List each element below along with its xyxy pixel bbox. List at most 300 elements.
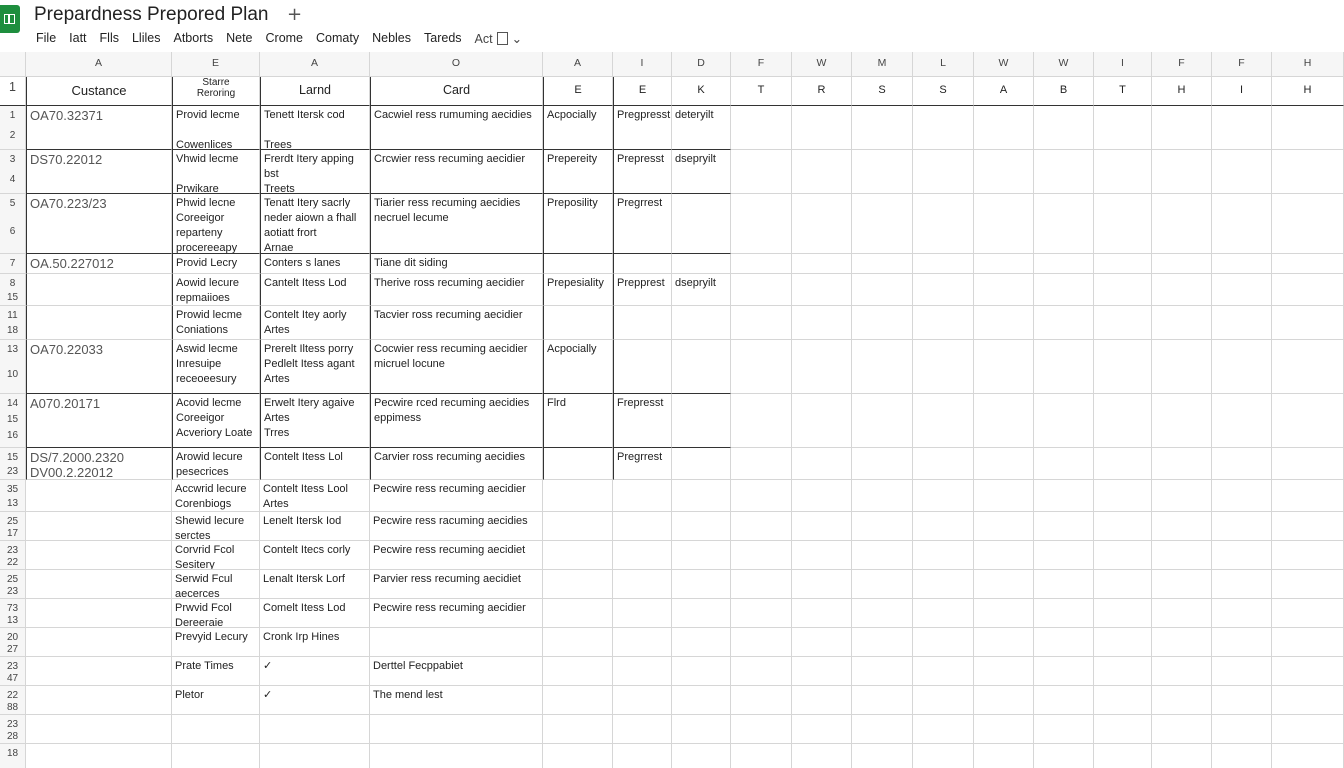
select-all-corner[interactable] bbox=[0, 52, 26, 77]
grid-cell[interactable] bbox=[731, 306, 792, 340]
grid-cell[interactable] bbox=[974, 306, 1034, 340]
grid-cell[interactable] bbox=[172, 744, 260, 768]
grid-cell[interactable]: Cacwiel ress rumuming aecidies bbox=[370, 106, 543, 150]
column-letter[interactable]: F bbox=[1152, 52, 1212, 77]
grid-cell[interactable] bbox=[543, 570, 613, 599]
row-number[interactable] bbox=[0, 599, 26, 628]
row-number[interactable]: 1 bbox=[0, 77, 26, 106]
grid-cell[interactable] bbox=[913, 394, 974, 448]
grid-cell[interactable] bbox=[1272, 150, 1344, 194]
grid-cell[interactable] bbox=[672, 254, 731, 274]
grid-cell[interactable] bbox=[1212, 715, 1272, 744]
menu-item-flls[interactable]: Flls bbox=[99, 31, 119, 45]
grid-cell[interactable] bbox=[913, 657, 974, 686]
grid-cell[interactable] bbox=[260, 744, 370, 768]
grid-cell[interactable] bbox=[1272, 274, 1344, 306]
menu-item-tareds[interactable]: Tareds bbox=[424, 31, 462, 45]
header-cell[interactable]: R bbox=[792, 77, 852, 106]
grid-cell[interactable]: Prepesiality bbox=[543, 274, 613, 306]
plus-icon[interactable]: + bbox=[287, 4, 303, 25]
grid-cell[interactable] bbox=[1034, 254, 1094, 274]
id-cell[interactable] bbox=[26, 715, 172, 744]
grid-cell[interactable] bbox=[1034, 394, 1094, 448]
grid-cell[interactable] bbox=[792, 686, 852, 715]
grid-cell[interactable] bbox=[1152, 480, 1212, 512]
row-number[interactable] bbox=[0, 686, 26, 715]
grid-cell[interactable]: dsepryilt bbox=[672, 274, 731, 306]
menu-item-lliles[interactable]: Lliles bbox=[131, 31, 161, 45]
grid-cell[interactable]: Prerelt Iltess porry Pedlelt Itess agant Artes bbox=[260, 340, 370, 394]
grid-cell[interactable] bbox=[1094, 657, 1152, 686]
menu-item-nete[interactable]: Nete bbox=[226, 31, 253, 45]
grid-cell[interactable] bbox=[1094, 254, 1152, 274]
grid-cell[interactable] bbox=[672, 306, 731, 340]
grid-cell[interactable] bbox=[1272, 306, 1344, 340]
grid-cell[interactable] bbox=[792, 744, 852, 768]
grid-cell[interactable] bbox=[974, 570, 1034, 599]
grid-cell[interactable]: Frerdt Itery apping bst Treets bbox=[260, 150, 370, 194]
grid-cell[interactable] bbox=[852, 194, 913, 254]
grid-cell[interactable] bbox=[1094, 512, 1152, 541]
grid-cell[interactable] bbox=[1034, 657, 1094, 686]
grid-cell[interactable]: dsepryilt bbox=[672, 150, 731, 194]
grid-cell[interactable] bbox=[792, 306, 852, 340]
grid-cell[interactable] bbox=[1212, 686, 1272, 715]
header-cell[interactable]: T bbox=[1094, 77, 1152, 106]
grid-cell[interactable] bbox=[792, 448, 852, 480]
grid-cell[interactable] bbox=[1272, 340, 1344, 394]
id-cell[interactable] bbox=[26, 744, 172, 768]
grid-cell[interactable] bbox=[731, 340, 792, 394]
row-number[interactable] bbox=[0, 512, 26, 541]
header-cell[interactable]: Custance bbox=[26, 77, 172, 106]
grid-cell[interactable]: Shewid lecure serctes bbox=[172, 512, 260, 541]
grid-cell[interactable]: Contelt Itecs corly bbox=[260, 541, 370, 570]
grid-cell[interactable] bbox=[543, 715, 613, 744]
grid-cell[interactable]: Vhwid lecme Prwikare bbox=[172, 150, 260, 194]
grid-cell[interactable] bbox=[1152, 657, 1212, 686]
grid-cell[interactable] bbox=[1034, 448, 1094, 480]
grid-cell[interactable] bbox=[974, 715, 1034, 744]
header-cell[interactable]: T bbox=[731, 77, 792, 106]
grid-cell[interactable]: Serwid Fcul aecerces bbox=[172, 570, 260, 599]
row-number[interactable] bbox=[0, 274, 26, 306]
grid-cell[interactable] bbox=[792, 106, 852, 150]
grid-cell[interactable]: Tiarier ress recuming aecidies necruel lecume bbox=[370, 194, 543, 254]
grid-cell[interactable] bbox=[974, 628, 1034, 657]
grid-cell[interactable] bbox=[852, 686, 913, 715]
grid-cell[interactable]: Prepprest bbox=[613, 274, 672, 306]
grid-cell[interactable] bbox=[913, 340, 974, 394]
grid-cell[interactable]: Acovid lecme Coreeigor Acveriory Loate bbox=[172, 394, 260, 448]
id-cell[interactable]: OA.50.227012 bbox=[26, 254, 172, 274]
grid-cell[interactable] bbox=[731, 686, 792, 715]
row-number[interactable] bbox=[0, 106, 26, 150]
grid-cell[interactable]: Aswid lecme Inresuipe receoeesury bbox=[172, 340, 260, 394]
grid-cell[interactable] bbox=[792, 570, 852, 599]
id-cell[interactable] bbox=[26, 480, 172, 512]
grid-cell[interactable] bbox=[1212, 106, 1272, 150]
grid-cell[interactable] bbox=[672, 686, 731, 715]
grid-cell[interactable] bbox=[1034, 106, 1094, 150]
grid-cell[interactable]: Tenatt Itery sacrly neder aiown a fhall aotiatt frort Arnae bbox=[260, 194, 370, 254]
grid-cell[interactable] bbox=[613, 541, 672, 570]
grid-cell[interactable] bbox=[731, 194, 792, 254]
grid-cell[interactable] bbox=[613, 340, 672, 394]
column-letter[interactable]: I bbox=[1094, 52, 1152, 77]
grid-cell[interactable]: Pregpresst bbox=[613, 106, 672, 150]
grid-cell[interactable] bbox=[913, 306, 974, 340]
grid-cell[interactable] bbox=[792, 541, 852, 570]
grid-cell[interactable] bbox=[974, 480, 1034, 512]
grid-cell[interactable] bbox=[1034, 306, 1094, 340]
grid-cell[interactable] bbox=[974, 150, 1034, 194]
grid-cell[interactable] bbox=[913, 106, 974, 150]
header-cell[interactable]: Card bbox=[370, 77, 543, 106]
grid-cell[interactable]: Prepresst bbox=[613, 150, 672, 194]
grid-cell[interactable] bbox=[543, 254, 613, 274]
id-cell[interactable]: DS/7.2000.2320 DV00.2.22012 bbox=[26, 448, 172, 480]
grid-cell[interactable]: Arowid lecure pesecrices bbox=[172, 448, 260, 480]
grid-cell[interactable] bbox=[1272, 657, 1344, 686]
grid-cell[interactable] bbox=[1272, 686, 1344, 715]
grid-cell[interactable] bbox=[613, 686, 672, 715]
grid-cell[interactable]: Corvrid Fcol Sesitery bbox=[172, 541, 260, 570]
id-cell[interactable]: OA70.223/23 bbox=[26, 194, 172, 254]
grid-cell[interactable]: Carvier ross recuming aecidies bbox=[370, 448, 543, 480]
id-cell[interactable]: OA70.32371 bbox=[26, 106, 172, 150]
grid-cell[interactable] bbox=[852, 657, 913, 686]
grid-cell[interactable]: The mend lest bbox=[370, 686, 543, 715]
grid-cell[interactable]: Frepresst bbox=[613, 394, 672, 448]
grid-cell[interactable] bbox=[1094, 394, 1152, 448]
column-letter[interactable]: A bbox=[26, 52, 172, 77]
grid-cell[interactable] bbox=[613, 254, 672, 274]
grid-cell[interactable]: Acpocially bbox=[543, 340, 613, 394]
grid-cell[interactable] bbox=[852, 541, 913, 570]
row-number[interactable] bbox=[0, 306, 26, 340]
menu-item-atborts[interactable]: Atborts bbox=[173, 31, 214, 45]
grid-cell[interactable] bbox=[974, 106, 1034, 150]
grid-cell[interactable] bbox=[913, 194, 974, 254]
grid-cell[interactable] bbox=[1094, 599, 1152, 628]
row-number[interactable] bbox=[0, 744, 26, 768]
grid-cell[interactable] bbox=[731, 448, 792, 480]
grid-cell[interactable] bbox=[852, 254, 913, 274]
grid-cell[interactable] bbox=[792, 340, 852, 394]
grid-cell[interactable] bbox=[1034, 480, 1094, 512]
grid-cell[interactable] bbox=[1034, 274, 1094, 306]
grid-cell[interactable]: Accwrid lecure Corenbiogs bbox=[172, 480, 260, 512]
grid-cell[interactable] bbox=[1272, 194, 1344, 254]
menu-item-file[interactable]: File bbox=[36, 31, 57, 45]
grid-cell[interactable] bbox=[543, 599, 613, 628]
sheets-logo-icon[interactable] bbox=[0, 5, 20, 33]
row-number[interactable] bbox=[0, 340, 26, 394]
grid-cell[interactable]: Lenelt Itersk Iod bbox=[260, 512, 370, 541]
grid-cell[interactable] bbox=[792, 599, 852, 628]
grid-cell[interactable] bbox=[543, 448, 613, 480]
grid-cell[interactable] bbox=[731, 274, 792, 306]
grid-cell[interactable] bbox=[1212, 570, 1272, 599]
grid-cell[interactable] bbox=[1034, 194, 1094, 254]
grid-cell[interactable]: Tiane dit siding bbox=[370, 254, 543, 274]
grid-cell[interactable] bbox=[613, 628, 672, 657]
grid-cell[interactable] bbox=[1094, 715, 1152, 744]
grid-cell[interactable] bbox=[1094, 480, 1152, 512]
grid-cell[interactable] bbox=[1212, 541, 1272, 570]
header-cell[interactable]: E bbox=[613, 77, 672, 106]
grid-cell[interactable]: Crcwier ress recuming aecidier bbox=[370, 150, 543, 194]
grid-cell[interactable]: Tenett Itersk cod Trees bbox=[260, 106, 370, 150]
grid-cell[interactable] bbox=[1152, 150, 1212, 194]
grid-cell[interactable] bbox=[852, 628, 913, 657]
grid-cell[interactable] bbox=[974, 448, 1034, 480]
grid-cell[interactable] bbox=[1152, 306, 1212, 340]
grid-cell[interactable]: Cantelt Itess Lod bbox=[260, 274, 370, 306]
grid-cell[interactable] bbox=[731, 106, 792, 150]
grid-cell[interactable] bbox=[1212, 254, 1272, 274]
row-number[interactable] bbox=[0, 194, 26, 254]
header-cell[interactable]: S bbox=[852, 77, 913, 106]
grid-cell[interactable] bbox=[1152, 448, 1212, 480]
id-cell[interactable] bbox=[26, 512, 172, 541]
grid-cell[interactable] bbox=[852, 274, 913, 306]
grid-cell[interactable] bbox=[913, 254, 974, 274]
grid-cell[interactable] bbox=[792, 480, 852, 512]
grid-cell[interactable] bbox=[1094, 340, 1152, 394]
id-cell[interactable] bbox=[26, 570, 172, 599]
grid-cell[interactable] bbox=[1212, 340, 1272, 394]
document-title[interactable]: Prepardness Prepored Plan bbox=[34, 4, 269, 25]
grid-cell[interactable] bbox=[543, 628, 613, 657]
grid-cell[interactable] bbox=[1272, 715, 1344, 744]
grid-cell[interactable] bbox=[1212, 657, 1272, 686]
grid-cell[interactable] bbox=[731, 715, 792, 744]
grid-cell[interactable]: Pecwire ress recuming aecidiet bbox=[370, 541, 543, 570]
grid-cell[interactable] bbox=[1272, 628, 1344, 657]
grid-cell[interactable] bbox=[1152, 570, 1212, 599]
grid-cell[interactable]: Contelt Itess Lool Artes bbox=[260, 480, 370, 512]
grid-cell[interactable] bbox=[1094, 686, 1152, 715]
grid-cell[interactable] bbox=[543, 744, 613, 768]
grid-cell[interactable] bbox=[792, 628, 852, 657]
column-letter[interactable]: D bbox=[672, 52, 731, 77]
grid-cell[interactable] bbox=[731, 570, 792, 599]
grid-cell[interactable] bbox=[913, 628, 974, 657]
grid-cell[interactable] bbox=[613, 570, 672, 599]
grid-cell[interactable]: Aowid lecure repmaiioes bbox=[172, 274, 260, 306]
grid-cell[interactable] bbox=[792, 394, 852, 448]
menu-item-iatt[interactable]: Iatt bbox=[69, 31, 87, 45]
grid-cell[interactable] bbox=[613, 512, 672, 541]
grid-cell[interactable] bbox=[731, 480, 792, 512]
grid-cell[interactable] bbox=[731, 744, 792, 768]
grid-cell[interactable] bbox=[1034, 744, 1094, 768]
grid-cell[interactable] bbox=[672, 628, 731, 657]
grid-cell[interactable] bbox=[672, 570, 731, 599]
grid-cell[interactable] bbox=[852, 394, 913, 448]
grid-cell[interactable] bbox=[1152, 254, 1212, 274]
grid-cell[interactable] bbox=[852, 599, 913, 628]
grid-cell[interactable] bbox=[1272, 394, 1344, 448]
id-cell[interactable]: OA70.22033 bbox=[26, 340, 172, 394]
grid-cell[interactable] bbox=[1094, 628, 1152, 657]
grid-cell[interactable] bbox=[1152, 106, 1212, 150]
grid-cell[interactable] bbox=[913, 744, 974, 768]
header-cell[interactable]: I bbox=[1212, 77, 1272, 106]
grid-cell[interactable] bbox=[1034, 628, 1094, 657]
id-cell[interactable] bbox=[26, 599, 172, 628]
grid-cell[interactable] bbox=[974, 744, 1034, 768]
grid-cell[interactable] bbox=[974, 512, 1034, 541]
header-cell[interactable]: K bbox=[672, 77, 731, 106]
grid-cell[interactable] bbox=[172, 715, 260, 744]
column-letter[interactable]: M bbox=[852, 52, 913, 77]
id-cell[interactable]: A070.20171 bbox=[26, 394, 172, 448]
header-cell[interactable]: S bbox=[913, 77, 974, 106]
grid-cell[interactable] bbox=[1212, 150, 1272, 194]
grid-cell[interactable] bbox=[1034, 512, 1094, 541]
grid-cell[interactable]: Contelt Itey aorly Artes bbox=[260, 306, 370, 340]
id-cell[interactable] bbox=[26, 541, 172, 570]
grid-cell[interactable] bbox=[974, 340, 1034, 394]
header-cell[interactable]: H bbox=[1152, 77, 1212, 106]
grid-cell[interactable] bbox=[852, 448, 913, 480]
grid-cell[interactable] bbox=[913, 715, 974, 744]
grid-cell[interactable] bbox=[672, 512, 731, 541]
column-letter[interactable]: F bbox=[731, 52, 792, 77]
menu-item-comaty[interactable]: Comaty bbox=[316, 31, 360, 45]
grid-cell[interactable] bbox=[1212, 194, 1272, 254]
grid-cell[interactable] bbox=[613, 480, 672, 512]
grid-cell[interactable]: Pecwire ress racuming aecidies bbox=[370, 512, 543, 541]
grid-cell[interactable] bbox=[974, 541, 1034, 570]
grid-cell[interactable] bbox=[792, 254, 852, 274]
grid-cell[interactable] bbox=[1212, 744, 1272, 768]
id-cell[interactable] bbox=[26, 628, 172, 657]
grid-cell[interactable] bbox=[913, 150, 974, 194]
menu-item-nebles[interactable]: Nebles bbox=[372, 31, 412, 45]
row-number[interactable] bbox=[0, 541, 26, 570]
menu-item-crome[interactable]: Crome bbox=[265, 31, 304, 45]
grid-cell[interactable]: Prate Times bbox=[172, 657, 260, 686]
grid-cell[interactable] bbox=[1212, 274, 1272, 306]
row-number[interactable] bbox=[0, 628, 26, 657]
column-letter[interactable]: W bbox=[1034, 52, 1094, 77]
grid-cell[interactable] bbox=[1034, 715, 1094, 744]
grid-cell[interactable] bbox=[731, 150, 792, 194]
grid-cell[interactable] bbox=[1152, 274, 1212, 306]
grid-cell[interactable] bbox=[1152, 512, 1212, 541]
grid-cell[interactable] bbox=[672, 448, 731, 480]
grid-cell[interactable] bbox=[792, 194, 852, 254]
grid-cell[interactable]: Provid lecme Cowenlices bbox=[172, 106, 260, 150]
grid-cell[interactable] bbox=[1034, 541, 1094, 570]
column-letter[interactable]: W bbox=[974, 52, 1034, 77]
grid-cell[interactable] bbox=[1212, 306, 1272, 340]
grid-cell[interactable] bbox=[913, 570, 974, 599]
grid-cell[interactable] bbox=[1094, 448, 1152, 480]
grid-cell[interactable] bbox=[1212, 448, 1272, 480]
grid-cell[interactable] bbox=[1034, 599, 1094, 628]
grid-cell[interactable] bbox=[913, 541, 974, 570]
grid-cell[interactable] bbox=[913, 686, 974, 715]
grid-cell[interactable] bbox=[913, 274, 974, 306]
grid-cell[interactable] bbox=[672, 715, 731, 744]
grid-cell[interactable] bbox=[1272, 570, 1344, 599]
grid-cell[interactable] bbox=[1272, 599, 1344, 628]
grid-cell[interactable] bbox=[672, 480, 731, 512]
grid-cell[interactable] bbox=[672, 194, 731, 254]
row-number[interactable] bbox=[0, 657, 26, 686]
grid-cell[interactable] bbox=[1152, 340, 1212, 394]
grid-cell[interactable] bbox=[974, 274, 1034, 306]
grid-cell[interactable]: Prwvid Fcol Dereeraie bbox=[172, 599, 260, 628]
grid-cell[interactable] bbox=[1094, 194, 1152, 254]
grid-cell[interactable]: Prepereity bbox=[543, 150, 613, 194]
grid-cell[interactable] bbox=[731, 657, 792, 686]
grid-cell[interactable]: Derttel Fecppabiet bbox=[370, 657, 543, 686]
grid-cell[interactable] bbox=[370, 744, 543, 768]
grid-cell[interactable] bbox=[613, 599, 672, 628]
grid-cell[interactable] bbox=[1094, 274, 1152, 306]
grid-cell[interactable] bbox=[1272, 106, 1344, 150]
grid-cell[interactable] bbox=[672, 744, 731, 768]
grid-cell[interactable] bbox=[1212, 599, 1272, 628]
grid-cell[interactable]: Phwid lecne Coreeigor reparteny procereeapy bbox=[172, 194, 260, 254]
grid-cell[interactable] bbox=[1094, 570, 1152, 599]
grid-cell[interactable] bbox=[613, 744, 672, 768]
grid-cell[interactable] bbox=[1212, 480, 1272, 512]
grid-cell[interactable] bbox=[731, 599, 792, 628]
column-letter[interactable]: W bbox=[792, 52, 852, 77]
grid-cell[interactable] bbox=[1034, 686, 1094, 715]
grid-cell[interactable]: ✓ bbox=[260, 686, 370, 715]
grid-cell[interactable] bbox=[370, 628, 543, 657]
grid-cell[interactable] bbox=[913, 480, 974, 512]
grid-cell[interactable] bbox=[731, 394, 792, 448]
grid-cell[interactable] bbox=[792, 150, 852, 194]
grid-cell[interactable] bbox=[792, 657, 852, 686]
grid-cell[interactable] bbox=[1152, 599, 1212, 628]
column-letter[interactable]: H bbox=[1272, 52, 1344, 77]
grid-cell[interactable] bbox=[1152, 628, 1212, 657]
grid-cell[interactable] bbox=[1094, 541, 1152, 570]
grid-cell[interactable] bbox=[974, 686, 1034, 715]
grid-cell[interactable] bbox=[974, 394, 1034, 448]
row-number[interactable] bbox=[0, 150, 26, 194]
grid-cell[interactable] bbox=[974, 657, 1034, 686]
column-letter[interactable]: I bbox=[613, 52, 672, 77]
grid-cell[interactable]: Tacvier ross recuming aecidier bbox=[370, 306, 543, 340]
grid-cell[interactable]: Pecwire ress recuming aecidier bbox=[370, 599, 543, 628]
grid-cell[interactable] bbox=[1152, 686, 1212, 715]
grid-cell[interactable]: Acpocially bbox=[543, 106, 613, 150]
grid-cell[interactable] bbox=[852, 512, 913, 541]
grid-cell[interactable] bbox=[672, 394, 731, 448]
grid-cell[interactable] bbox=[672, 657, 731, 686]
grid-cell[interactable] bbox=[1272, 480, 1344, 512]
grid-cell[interactable] bbox=[731, 541, 792, 570]
grid-cell[interactable] bbox=[852, 106, 913, 150]
grid-cell[interactable] bbox=[1212, 512, 1272, 541]
id-cell[interactable] bbox=[26, 274, 172, 306]
grid-cell[interactable] bbox=[1034, 150, 1094, 194]
grid-cell[interactable] bbox=[1272, 512, 1344, 541]
column-letter[interactable]: E bbox=[172, 52, 260, 77]
grid-cell[interactable]: Pregrrest bbox=[613, 448, 672, 480]
